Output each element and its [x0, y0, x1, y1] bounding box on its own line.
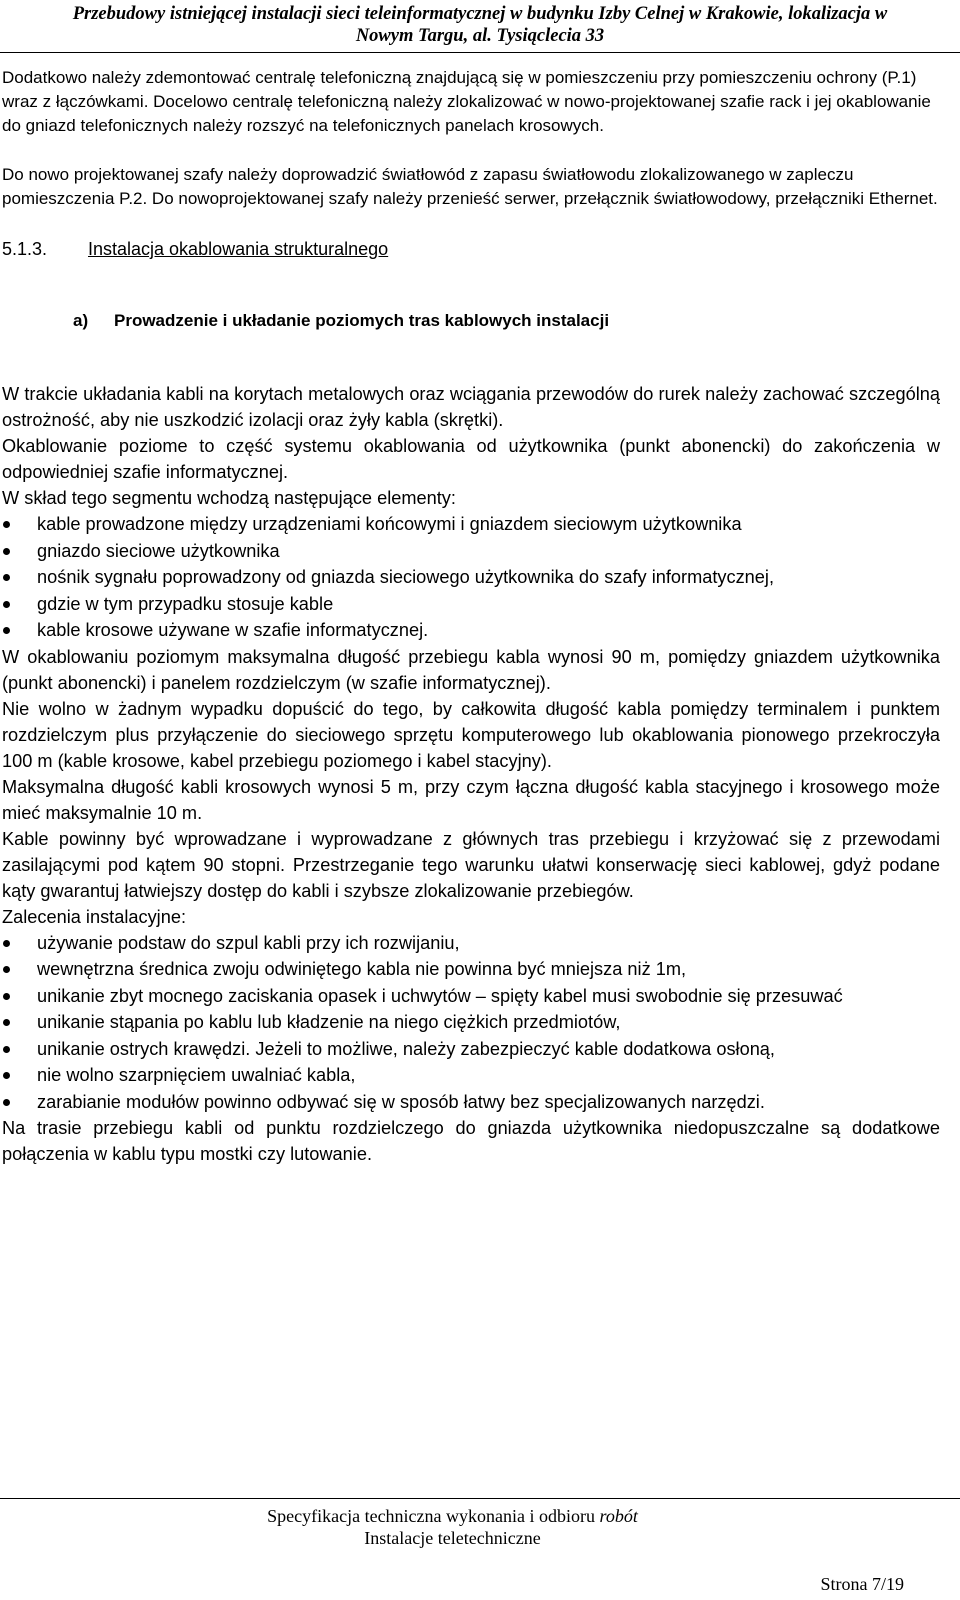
- paragraph-patch-cable-length: Maksymalna długość kabli krosowych wynosi 5 m, przy czym łączna długość kabla stacyjnego i krosowego może mieć maksymalnie 10 m.: [2, 776, 940, 823]
- list-item: zarabianie modułów powinno odbywać się w sposób łatwy bez specjalizowanych narzędzi.: [2, 1089, 940, 1116]
- footer-spec-text: Specyfikacja techniczna wykonania i odbioru: [267, 1506, 600, 1526]
- footer-line-2: Instalacje teletechniczne: [364, 1528, 541, 1548]
- paragraph-horizontal-definition: Okablowanie poziome to część systemu okablowania od użytkownika (punkt abonencki) do zakończenia w odpowiedniej szafie informatycznej.: [2, 436, 940, 482]
- elements-list: [2, 511, 940, 644]
- list-item: unikanie stąpania po kablu lub kładzenie na niego ciężkich przedmiotów,: [2, 1009, 940, 1036]
- list-item: unikanie zbyt mocnego zaciskania opasek i uchwytów – spięty kabel musi swobodnie się przesuwać: [2, 983, 940, 1010]
- list-item: nośnik sygnału poprowadzony od gniazda sieciowego użytkownika do szafy informatycznej,: [2, 564, 940, 591]
- footer-spec-italic: robót: [599, 1506, 638, 1526]
- list-item: używanie podstaw do szpul kabli przy ich rozwijaniu,: [2, 930, 940, 957]
- paragraph-segment-elements: W skład tego segmentu wchodzą następujące elementy:: [2, 488, 456, 508]
- page-body: [2, 66, 940, 1167]
- list-item: gniazdo sieciowe użytkownika: [2, 538, 940, 565]
- paragraph-max-length: W okablowaniu poziomym maksymalna długość przebiegu kabla wynosi 90 m, pomiędzy gniazdem użytkownika (punkt abonencki) i panelem rozdzielczym (w szafie informatycznej).: [2, 646, 940, 693]
- page-footer: [0, 1498, 960, 1600]
- paragraph-cabling-care: W trakcie układania kabli na korytach metalowych oraz wciągania przewodów do rurek należy zachować szczególną ostrożność, aby nie uszkodzić izolacji oraz żyły kabla (skrętki).: [2, 384, 940, 430]
- list-item: kable prowadzone między urządzeniami końcowymi i gniazdem sieciowym użytkownika: [2, 511, 940, 538]
- subsection-letter: a): [73, 311, 89, 330]
- header-line-2: Nowym Targu, al. Tysiąclecia 33: [355, 26, 605, 46]
- header-line-1: Przebudowy istniejącej instalacji sieci teleinformatycznej w budynku Izby Celnej w Krakowie, lokalizacja w: [72, 4, 888, 24]
- list-item: nie wolno szarpnięciem uwalniać kabla,: [2, 1062, 940, 1089]
- subsection-heading: [2, 309, 940, 333]
- section-title: Instalacja okablowania strukturalnego: [88, 239, 389, 259]
- header-divider: [0, 52, 960, 53]
- recommendations-list: [2, 930, 940, 1116]
- list-item: unikanie ostrych krawędzi. Jeżeli to możliwe, należy zabezpieczyć kable dodatkowa osłoną,: [2, 1036, 940, 1063]
- section-heading: [2, 237, 940, 261]
- intro-paragraph-1: Dodatkowo należy zdemontować centralę telefoniczną znajdującą się w pomieszczeniu przy pomieszczeniu ochrony (P.1) wraz z łączówkami. Docelowo centralę telefoniczną należy zlokalizować w nowo-projektowanej szafie rack i jej okablowanie do gniazd telefonicznych należy rozszyć na telefonicznych panelach krosowych.: [2, 68, 931, 135]
- subsection-title: Prowadzenie i układanie poziomych tras kablowych instalacji: [114, 311, 610, 330]
- list-item: wewnętrzna średnica zwoju odwiniętego kabla nie powinna być mniejsza niż 1m,: [2, 956, 940, 983]
- page-header: [0, 0, 960, 52]
- paragraph-no-extra-joints: Na trasie przebiegu kabli od punktu rozdzielczego do gniazda użytkownika niedopuszczalne są dodatkowe połączenia w kablu typu mostki czy lutowanie.: [2, 1118, 940, 1164]
- section-number: 5.1.3.: [2, 239, 48, 259]
- list-item: gdzie w tym przypadku stosuje kable: [2, 591, 940, 618]
- footer-line-1: [0, 1504, 905, 1528]
- list-item: kable krosowe używane w szafie informatycznej.: [2, 617, 940, 644]
- page-number: Strona 7/19: [820, 1574, 904, 1594]
- paragraph-crossing: Kable powinny być wprowadzane i wyprowadzane z głównych tras przebiegu i krzyżować się z przewodami zasilającymi pod kątem 90 stopni. Przestrzeganie tego warunku ułatwi konserwację sieci kablowej, gdyż podane kąty gwarantuj łatwiejszy dostęp do kabli i szybsze zlokalizowanie przebiegów.: [2, 828, 940, 901]
- paragraph-total-length: Nie wolno w żadnym wypadku dopuścić do tego, by całkowita długość kabla pomiędzy terminalem i punktem rozdzielczym plus przyłączenie do sieciowego sprzętu komputerowego lub okablowania pionowego przekroczyła 100 m (kable krosowe, kabel przebiegu poziomego i kabel stacyjny).: [2, 698, 940, 771]
- paragraph-recommendations: Zalecenia instalacyjne:: [2, 906, 186, 927]
- intro-paragraph-2: Do nowo projektowanej szafy należy doprowadzić światłowód z zapasu światłowodu zlokalizowanego w zapleczu pomieszczenia P.2. Do nowoprojektowanej szafy należy przenieść serwer, przełącznik światłowodowy, przełączniki Ethernet.: [2, 165, 938, 208]
